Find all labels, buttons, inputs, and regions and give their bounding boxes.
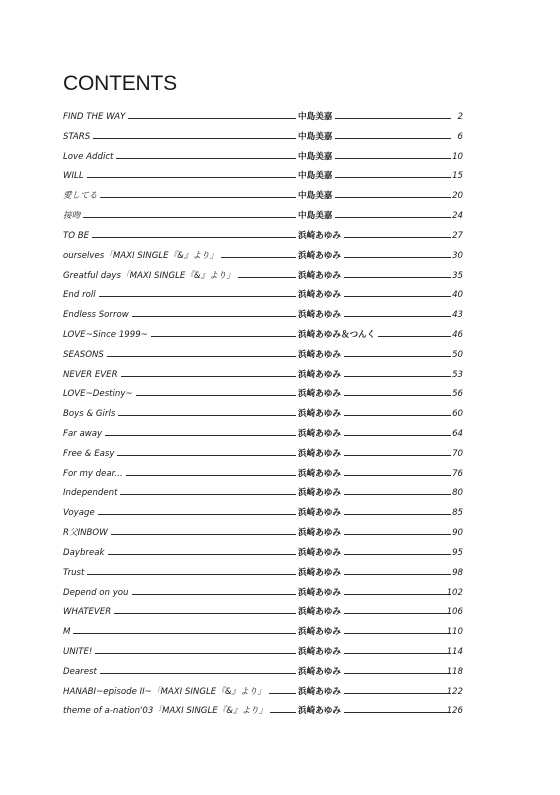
song-title: Depend on you: [63, 584, 132, 604]
page-number: 6: [457, 131, 463, 142]
artist-name: 浜崎あゆみ: [298, 267, 344, 287]
artist-name: 浜崎あゆみ: [298, 504, 344, 524]
toc-entry: [63, 306, 463, 326]
song-title: UNITE!: [63, 643, 95, 663]
song-title: Endless Sorrow: [63, 306, 132, 326]
toc-entry: [63, 207, 463, 227]
toc-entry: [63, 623, 463, 643]
toc-entry: [63, 544, 463, 564]
toc-entry: [63, 564, 463, 584]
page-number: 114: [446, 646, 463, 657]
song-title: Daybreak: [63, 544, 108, 564]
toc-entry: [63, 603, 463, 623]
toc-entry: [63, 643, 463, 663]
song-title: Boys & Girls: [63, 405, 118, 425]
song-title: LOVE~Destiny~: [63, 385, 136, 405]
song-title: For my dear...: [63, 465, 126, 485]
page-number: 64: [452, 429, 463, 439]
toc-entry: [63, 187, 463, 207]
song-title: R父INBOW: [63, 524, 111, 544]
title-leader-line: [63, 514, 296, 515]
song-title: STARS: [63, 128, 93, 148]
artist-name: 浜崎あゆみ: [298, 584, 344, 604]
artist-name: 浜崎あゆみ: [298, 702, 344, 722]
song-title: End roll: [63, 286, 99, 306]
artist-name: 浜崎あゆみ: [298, 484, 344, 504]
page-number: 27: [452, 230, 463, 241]
title-leader-line: [63, 633, 296, 634]
page-number: 76: [452, 468, 463, 479]
page-number: 2: [457, 112, 463, 122]
toc-entry: [63, 267, 463, 287]
page-number: 118: [446, 666, 463, 677]
toc-entry: [63, 286, 463, 306]
song-title: HANABI~episode II~「MAXI SINGLE『&』より」: [63, 683, 269, 703]
artist-name: 浜崎あゆみ: [298, 247, 344, 267]
page-number: 24: [452, 211, 463, 222]
artist-name: 中島美嘉: [298, 148, 335, 168]
toc-entry: [63, 326, 463, 346]
artist-name: 浜崎あゆみ: [298, 623, 344, 643]
song-title: Trust: [63, 564, 87, 584]
toc-entry: [63, 148, 463, 168]
song-title: Greatful days「MAXI SINGLE『&』より」: [63, 267, 238, 287]
page-number: 60: [452, 409, 463, 420]
toc-entry: [63, 484, 463, 504]
artist-name: 浜崎あゆみ: [298, 564, 344, 584]
artist-name: 浜崎あゆみ: [298, 286, 344, 306]
toc-entry: [63, 683, 463, 703]
page-number: 90: [452, 528, 463, 539]
toc-entry: [63, 346, 463, 366]
page-title: CONTENTS: [63, 72, 177, 95]
artist-name: 中島美嘉: [298, 108, 335, 128]
toc-entry: [63, 108, 463, 128]
song-title: Far away: [63, 425, 105, 445]
artist-name: 浜崎あゆみ: [298, 385, 344, 405]
page-number: 20: [452, 191, 463, 202]
page-number: 56: [452, 389, 463, 400]
page-number: 15: [452, 171, 463, 182]
artist-name: 中島美嘉: [298, 207, 335, 227]
page-number: 50: [452, 349, 463, 360]
title-leader-line: [63, 237, 296, 238]
artist-name: 浜崎あゆみ: [298, 524, 344, 544]
song-title: NEVER EVER: [63, 366, 121, 386]
page-number: 35: [452, 270, 463, 281]
page-number: 102: [446, 587, 463, 598]
artist-name: 浜崎あゆみ＆つんく: [298, 326, 378, 346]
artist-name: 浜崎あゆみ: [298, 465, 344, 485]
page-number: 40: [452, 290, 463, 301]
artist-name: 浜崎あゆみ: [298, 346, 344, 366]
title-leader-line: [63, 217, 296, 218]
artist-name: 浜崎あゆみ: [298, 663, 344, 683]
page-number: 70: [452, 448, 463, 459]
artist-name: 浜崎あゆみ: [298, 366, 344, 386]
page-number: 10: [452, 151, 463, 162]
song-title: SEASONS: [63, 346, 107, 366]
artist-name: 浜崎あゆみ: [298, 643, 344, 663]
artist-name: 浜崎あゆみ: [298, 683, 344, 703]
song-title: Independent: [63, 484, 120, 504]
toc-entry: [63, 584, 463, 604]
page-number: 106: [446, 607, 463, 618]
toc-entry: [63, 366, 463, 386]
song-title: Love Addict: [63, 148, 116, 168]
title-leader-line: [63, 138, 296, 139]
page-number: 122: [446, 686, 463, 697]
artist-name: 浜崎あゆみ: [298, 425, 344, 445]
song-title: WILL: [63, 167, 87, 187]
toc-entry: [63, 227, 463, 247]
song-title: 接吻: [63, 207, 83, 227]
toc-entry: [63, 247, 463, 267]
artist-name: 浜崎あゆみ: [298, 405, 344, 425]
toc-entry: [63, 385, 463, 405]
page-number: 53: [452, 369, 463, 380]
artist-name: 浜崎あゆみ: [298, 445, 344, 465]
artist-name: 浜崎あゆみ: [298, 306, 344, 326]
toc-entry: [63, 405, 463, 425]
artist-name: 浜崎あゆみ: [298, 544, 344, 564]
title-leader-line: [63, 653, 296, 654]
song-title: theme of a-nation'03「MAXI SINGLE『&』より」: [63, 702, 270, 722]
title-leader-line: [63, 177, 296, 178]
page-number: 110: [446, 627, 463, 638]
song-title: ourselves「MAXI SINGLE『&』より」: [63, 247, 221, 267]
toc-list: [63, 108, 463, 722]
song-title: Dearest: [63, 663, 100, 683]
toc-entry: [63, 465, 463, 485]
artist-name: 中島美嘉: [298, 187, 335, 207]
song-title: Free & Easy: [63, 445, 117, 465]
toc-entry: [63, 663, 463, 683]
toc-entry: [63, 167, 463, 187]
song-title: TO BE: [63, 227, 92, 247]
toc-entry: [63, 702, 463, 722]
page-number: 80: [452, 488, 463, 499]
title-leader-line: [63, 574, 296, 575]
song-title: Voyage: [63, 504, 98, 524]
toc-entry: [63, 524, 463, 544]
song-title: LOVE~Since 1999~: [63, 326, 151, 346]
page-number: 98: [452, 567, 463, 578]
artist-name: 浜崎あゆみ: [298, 603, 344, 623]
toc-entry: [63, 425, 463, 445]
page-number: 85: [452, 508, 463, 519]
toc-entry: [63, 445, 463, 465]
song-title: WHATEVER: [63, 603, 114, 623]
page-number: 126: [446, 706, 463, 717]
page-number: 43: [452, 310, 463, 321]
song-title: M: [63, 623, 73, 643]
artist-name: 浜崎あゆみ: [298, 227, 344, 247]
artist-name: 中島美嘉: [298, 128, 335, 148]
page-number: 46: [452, 329, 463, 340]
toc-entry: [63, 128, 463, 148]
song-title: FIND THE WAY: [63, 108, 128, 128]
page-number: 30: [452, 250, 463, 261]
artist-name: 中島美嘉: [298, 167, 335, 187]
song-title: 愛してる: [63, 187, 100, 207]
toc-entry: [63, 504, 463, 524]
page-number: 95: [452, 547, 463, 558]
